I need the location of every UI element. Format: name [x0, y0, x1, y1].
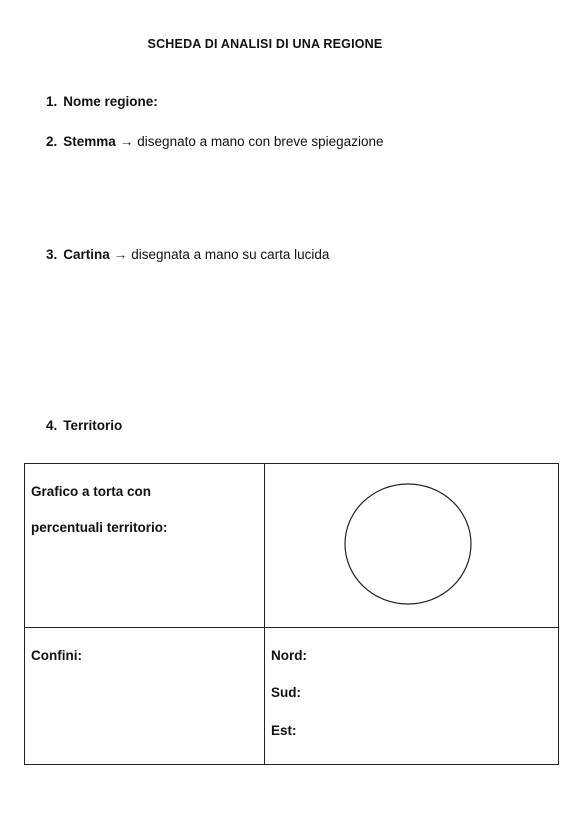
item-cartina: [46, 247, 329, 262]
document-title: SCHEDA DI ANALISI DI UNA REGIONE: [147, 37, 383, 51]
pie-chart-cell: [265, 464, 559, 628]
pie-chart-label-line1: Grafico a torta con: [31, 484, 152, 499]
confini-label: Confini:: [31, 648, 82, 663]
item-number: 2.: [46, 134, 58, 149]
item-number: 3.: [46, 247, 58, 262]
item-stemma: [46, 134, 383, 149]
territory-table: [24, 463, 559, 765]
nord-label: Nord:: [271, 648, 307, 663]
table-row: [25, 628, 559, 765]
item-nome-regione: [46, 94, 158, 109]
item-label: Territorio: [63, 418, 123, 433]
est-label: Est:: [271, 723, 297, 738]
item-number: 1.: [46, 94, 58, 109]
item-territorio: [46, 418, 122, 433]
pie-chart-label-cell: [25, 464, 265, 628]
item-label: Stemma: [63, 134, 116, 149]
arrow-icon: →: [119, 134, 134, 149]
arrow-icon: →: [113, 247, 128, 262]
table-row: [25, 464, 559, 628]
pie-circle-outline: [345, 484, 471, 604]
item-description: disegnata a mano su carta lucida: [131, 247, 330, 262]
item-number: 4.: [46, 418, 58, 433]
confini-label-cell: [25, 628, 265, 765]
item-description: disegnato a mano con breve spiegazione: [137, 134, 384, 149]
empty-pie-circle: [343, 481, 473, 607]
item-label: Nome regione:: [63, 94, 158, 109]
sud-label: Sud:: [271, 685, 301, 700]
item-label: Cartina: [63, 247, 110, 262]
pie-chart-label-line2: percentuali territorio:: [31, 520, 168, 535]
borders-cell: [265, 628, 559, 765]
